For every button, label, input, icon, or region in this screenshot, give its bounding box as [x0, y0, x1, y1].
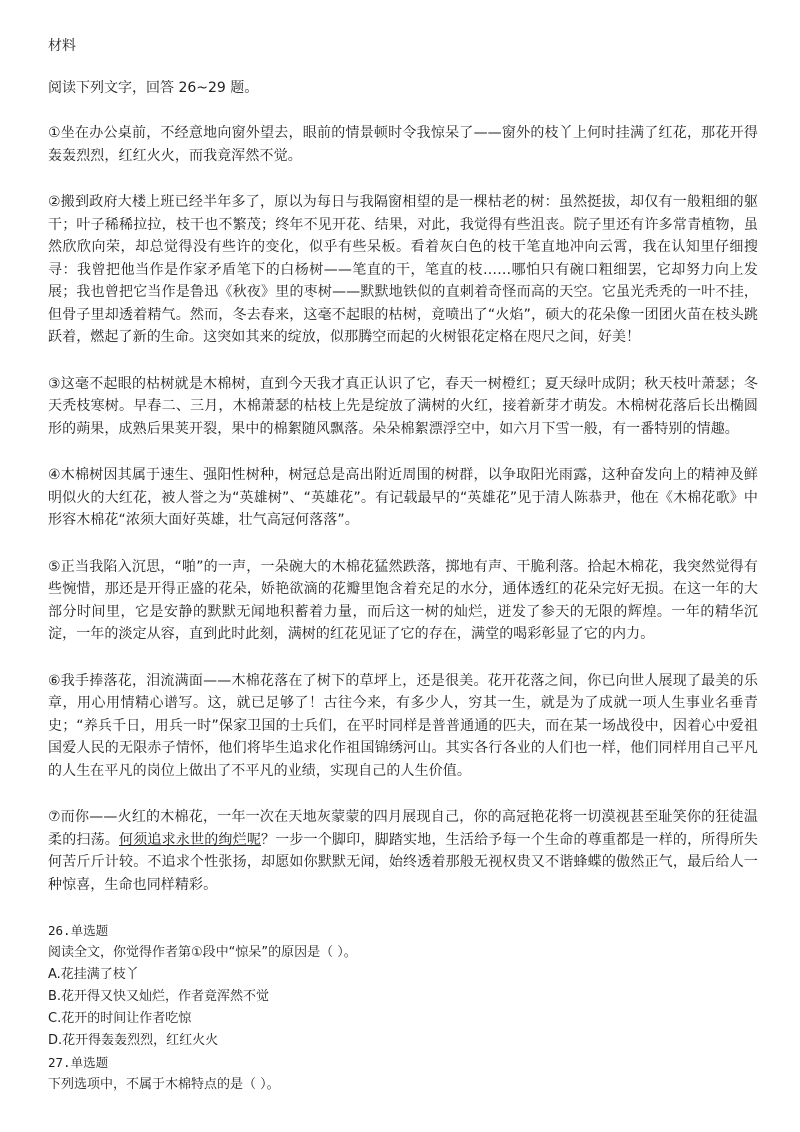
document-page [48, 36, 758, 1096]
paragraph-5: ⑤正当我陷入沉思，“啪”的一声，一朵碗大的木棉花猛然跌落，掷地有声、干脆利落。拾起木棉花，我突然觉得有些惋惜，那还是开得正盛的花朵，娇艳欲滴的花瓣里饱含着充足的水分，通体透红的花朵完好无损。在这一年的大部分时间里，它是安静的默默无闻地积蓄着力量，而后这一树的灿烂，迸发了参天的无限的辉煌。一年的精华沉淀，一年的淡定从容，直到此时此刻，满树的红花见证了它的存在，满堂的喝彩彰显了它的内力。 [48, 558, 758, 642]
question-title: 26.单选题 [48, 923, 109, 938]
paragraph-7-text-after: ？一步一个脚印，脚踏实地，生活给予每一个生命的尊重都是一样的，所得所失何苦斤斤计较。不追求个性张扬，却愿如你默默无闻，始终透着那般无视权贵又不谐蜂蝶的傲然正气，最后给人一种惊喜，生命也同样精彩。 [48, 831, 759, 893]
question-stem: 下列选项中，不属于木棉特点的是（ ）。 [48, 1077, 280, 1092]
question-26 [48, 920, 758, 1052]
paragraph-4: ④木棉树因其属于速生、强阳性树种，树冠总是高出附近周围的树群，以争取阳光雨露，这种奋发向上的精神及鲜明似火的大红花，被人誉之为“英雄树”、“英雄花”。有记载最早的“英雄花”见于清人陈恭尹，他在《木棉花歌》中形容木棉花“浓须大面好英雄，壮气高冠何落落”。 [48, 467, 758, 528]
option-a[interactable]: A.花挂满了枝丫 [48, 967, 139, 982]
reading-instruction: 阅读下列文字，回答 26~29 题。 [48, 80, 259, 96]
question-stem: 阅读全文，你觉得作者第①段中“惊呆”的原因是（ ）。 [48, 945, 357, 960]
option-d[interactable]: D.花开得轰轰烈烈，红红火火 [48, 1033, 219, 1048]
paragraph-7-text-before: ⑦而你——火红的木棉花，一年一次在天地灰蒙蒙的四月展现自己，你的高冠艳花将一切漠视甚至耻笑你的狂徒温柔的扫荡。 [48, 809, 758, 848]
paragraph-1: ①坐在办公桌前，不经意地向窗外望去，眼前的情景顿时令我惊呆了——窗外的枝丫上何时挂满了红花，那花开得轰轰烈烈，红红火火，而我竟浑然不觉。 [48, 125, 758, 164]
paragraph-2: ②搬到政府大楼上班已经半年多了，原以为每日与我隔窗相望的是一棵枯老的树：虽然挺拔，却仅有一般粗细的躯干；叶子稀稀拉拉，枝干也不繁茂；终年不见开花、结果，对此，我觉得有些沮丧。院子里还有许多常青植物，虽然欣欣向荣，却总觉得没有些许的变化，似乎有些呆板。看着灰白色的枝干笔直地冲向云霄，我在认知里仔细搜寻：我曾把他当作是作家矛盾笔下的白杨树——笔直的干，笔直的枝……哪怕只有碗口粗细罢，它却努力向上发展；我也曾把它当作是鲁迅《秋夜》里的枣树——默默地铁似的直刺着奇怪而高的天空。它虽光秃秃的一叶不挂，但骨子里却透着精气。然而，冬去春来，这毫不起眼的枯树，竟喷出了“火焰”，硕大的花朵像一团团火苗在枝头跳跃着，燃起了新的生命。这突如其来的绽放，似那腾空而起的火树银花定格在咫尺之间，好美！ [48, 194, 758, 345]
paragraph-7 [48, 806, 758, 896]
question-27 [48, 1052, 758, 1096]
option-c[interactable]: C.花开的时间让作者吃惊 [48, 1011, 192, 1026]
underlined-phrase: 何须追求永世的绚烂呢 [119, 831, 262, 848]
question-title: 27.单选题 [48, 1055, 109, 1070]
paragraph-6: ⑥我手捧落花，泪流满面——木棉花落在了树下的草坪上，还是很美。花开花落之间，你已向世人展现了最美的乐章，用心用情精心谱写。这，就已足够了！古往今来，有多少人，穷其一生，就是为了成就一项人生事业名垂青史；“养兵千日，用兵一时”保家卫国的士兵们，在平时同样是普普通通的匹夫，而在某一场战役中，因着心中爱祖国爱人民的无限赤子情怀，他们将毕生追求化作祖国锦绣河山。其实各行各业的人们也一样，他们同样用自己平凡的人生在平凡的岗位上做出了不平凡的业绩，实现自己的人生价值。 [48, 672, 758, 779]
paragraph-3: ③这毫不起眼的枯树就是木棉树，直到今天我才真正认识了它，春天一树橙红；夏天绿叶成阴；秋天枝叶萧瑟；冬天秃枝寒树。早春二、三月，木棉萧瑟的枯枝上先是绽放了满树的火红，接着新芽才萌发。木棉树花落后长出椭圆形的蒴果，成熟后果荚开裂，果中的棉絮随风飘落。朵朵棉絮漂浮空中，如六月下雪一般，有一番特别的情趣。 [48, 375, 758, 437]
option-b[interactable]: B.花开得又快又灿烂，作者竟浑然不觉 [48, 989, 270, 1004]
material-label: 材料 [48, 38, 76, 54]
